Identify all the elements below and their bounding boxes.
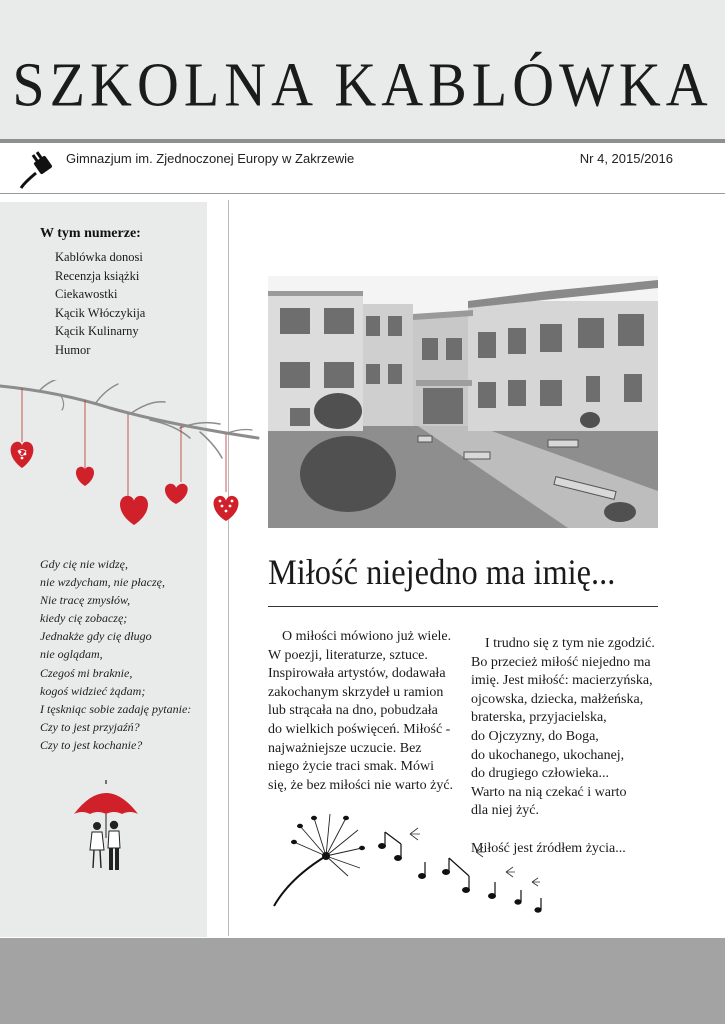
article-line: braterska, przyjacielska,	[471, 710, 607, 726]
poem-line: I tęskniąc sobie zadaję pytanie:	[40, 701, 192, 716]
poem-line: nie oglądam,	[40, 647, 103, 662]
article-line: niego życie traci smak. Mówi	[268, 759, 435, 775]
article-line: dla niej żyć.	[471, 803, 540, 819]
poem-line: Nie tracę zmysłów,	[40, 593, 131, 608]
masthead-title: SZKOLNA KABLÓWKA	[12, 49, 713, 120]
couple-under-umbrella-illustration	[70, 780, 142, 875]
footer-band	[0, 938, 725, 1024]
article-line: najważniejsze uczucie. Bez	[268, 740, 422, 756]
school-building-photo	[268, 276, 658, 528]
issue-number: Nr 4, 2015/2016	[579, 151, 673, 166]
article-line: imię. Jest miłość: macierzyńska,	[471, 673, 653, 689]
article-headline: Miłość niejedno ma imię...	[268, 552, 616, 592]
column-divider	[228, 200, 229, 936]
toc-list	[55, 248, 145, 359]
article-line: Inspirowała artystów, dodawała	[268, 666, 446, 682]
article-line: O miłości mówiono już wiele.	[282, 629, 452, 644]
article-line: I trudno się z tym nie zgodzić.	[485, 636, 655, 651]
article-line: do wielkich poświęceń. Miłość -	[268, 721, 451, 737]
toc-item[interactable]: Kącik Kulinarny	[55, 324, 139, 338]
poem-line: Czy to jest przyjaźń?	[40, 719, 140, 734]
headline-rule	[268, 606, 658, 607]
article-line: do Ojczyzny, do Boga,	[471, 728, 599, 744]
article-line: Warto na nią czekać i warto	[471, 784, 627, 800]
toc-item[interactable]: Kącik Włóczykija	[55, 305, 146, 320]
article-line: Bo przecież miłość niejedno ma	[471, 654, 651, 670]
toc-item[interactable]: Kablówka donosi	[55, 250, 143, 264]
article-line: się, że bez miłości nie warto żyć.	[268, 777, 454, 793]
article-line: do drugiego człowieka...	[471, 766, 610, 782]
toc-item[interactable]: Recenzja książki	[55, 268, 140, 283]
toc-item[interactable]: Ciekawostki	[55, 287, 118, 301]
poem-line: nie wzdycham, nie płaczę,	[40, 575, 165, 590]
poem-line: Jednakże gdy cię długo	[40, 629, 152, 644]
branch-with-hearts-illustration	[0, 380, 262, 530]
poem-line: Czegoś mi braknie,	[40, 665, 133, 680]
header-divider	[0, 139, 725, 143]
poem-line: kiedy cię zobaczę;	[40, 611, 128, 626]
poem-line: kogoś widzieć żądam;	[40, 683, 146, 698]
dandelion-music-notes-illustration	[270, 806, 560, 936]
toc-title: W tym numerze:	[40, 226, 141, 241]
toc-item[interactable]: Humor	[55, 342, 91, 357]
plug-icon	[18, 148, 60, 190]
sidebar-poem	[40, 555, 191, 754]
article-line: do ukochanego, ukochanej,	[471, 747, 625, 763]
poem-line: Gdy cię nie widzę,	[40, 557, 128, 571]
article-line: ojcowska, dziecka, małżeńska,	[471, 691, 644, 707]
article-closing: Miłość jest źródłem życia...	[471, 840, 626, 856]
article-line: lub strącała na dno, pobudzała	[268, 703, 438, 719]
school-name: Gimnazjum im. Zjednoczonej Europy w Zakrzewie	[66, 151, 355, 166]
article-line: W poezji, literaturze, sztuce.	[268, 647, 428, 663]
poem-line: Czy to jest kochanie?	[40, 737, 143, 752]
article-column-1	[268, 628, 453, 795]
subheader-divider	[0, 193, 725, 194]
article-line: zakochanym skrzydeł u ramion	[268, 684, 444, 700]
